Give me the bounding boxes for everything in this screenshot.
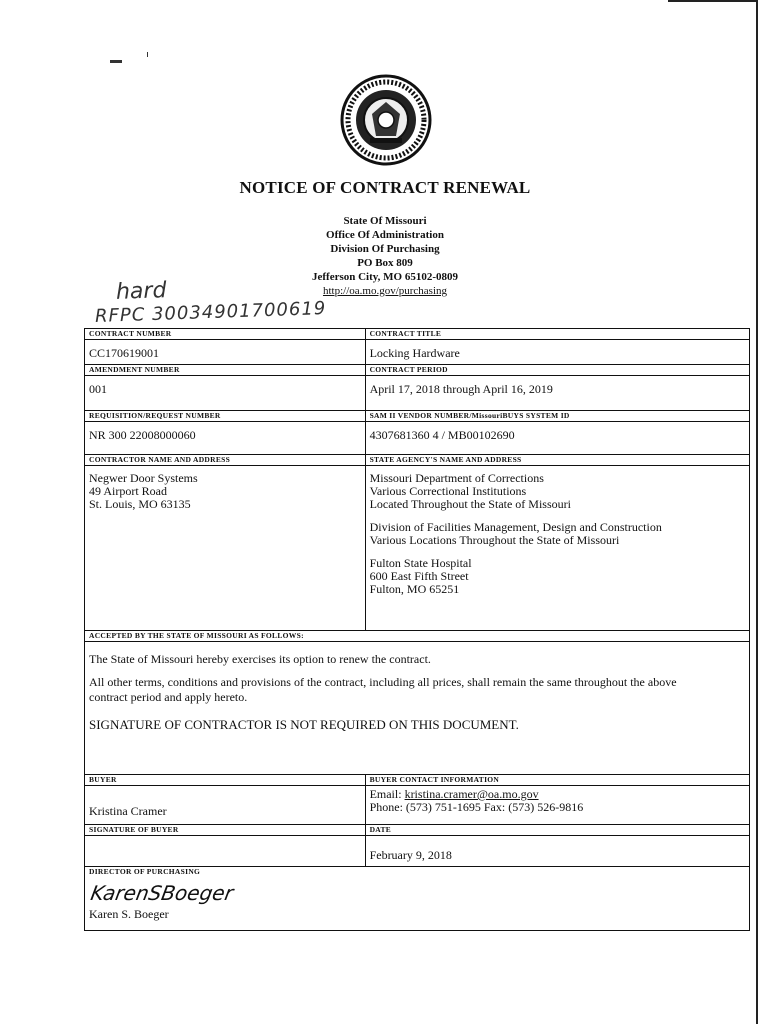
buyer-contact-cell — [365, 775, 749, 825]
agency-line: Division Of Purchasing — [330, 243, 440, 255]
agency-address-line: Located Throughout the State of Missouri — [369, 497, 571, 511]
field-label: DIRECTOR OF PURCHASING — [89, 867, 201, 876]
requisition-value: NR 300 22008000060 — [89, 428, 196, 442]
amendment-number-value: 001 — [89, 382, 107, 396]
amendment-cell — [85, 365, 366, 411]
contract-period-value: April 17, 2018 through April 16, 2019 — [369, 382, 553, 396]
director-cell — [85, 867, 750, 931]
field-label: CONTRACT NUMBER — [85, 329, 365, 340]
contractor-line: Negwer Door Systems — [89, 471, 198, 485]
handwritten-reference: RFPC 30034901700619 — [94, 297, 327, 328]
page-title: NOTICE OF CONTRACT RENEWAL — [239, 178, 531, 197]
field-label: AMENDMENT NUMBER — [85, 365, 365, 376]
buyer-name: Kristina Cramer — [89, 804, 167, 818]
director-name: Karen S. Boeger — [89, 907, 169, 921]
agency-address-line: Various Correctional Institutions — [369, 484, 527, 498]
agency-address-cell — [365, 455, 749, 631]
email-prefix: Email: — [369, 787, 402, 801]
agency-address-line: Various Locations Throughout the State of Missouri — [369, 533, 620, 547]
agency-url-link[interactable]: http://oa.mo.gov/purchasing — [322, 285, 448, 297]
date-cell — [365, 825, 749, 867]
scan-speck — [147, 52, 148, 57]
agency-line: Office Of Administration — [326, 229, 444, 241]
field-label: SAM II VENDOR NUMBER/MissouriBUYS SYSTEM ID — [366, 411, 749, 422]
buyer-signature-cell — [85, 825, 366, 867]
director-signature: KarenSBoeger — [88, 881, 236, 905]
requisition-cell — [85, 411, 366, 455]
buyer-email-link[interactable]: kristina.cramer@oa.mo.gov — [404, 787, 539, 801]
contract-number-value: CC170619001 — [89, 346, 160, 360]
agency-line: State Of Missouri — [343, 215, 427, 227]
contractor-line: 49 Airport Road — [89, 484, 167, 498]
agency-address-line: Missouri Department of Corrections — [369, 471, 544, 485]
acceptance-cell — [85, 631, 750, 775]
contractor-cell — [85, 455, 366, 631]
buyer-cell — [85, 775, 366, 825]
page-edge-top — [668, 0, 758, 2]
field-label: SIGNATURE OF BUYER — [85, 825, 365, 836]
field-label: DATE — [366, 825, 749, 836]
agency-address-line: Fulton, MO 65251 — [369, 582, 460, 596]
field-label: STATE AGENCY'S NAME AND ADDRESS — [366, 455, 749, 466]
agency-line: Jefferson City, MO 65102-0809 — [311, 271, 459, 283]
field-label: REQUISITION/REQUEST NUMBER — [85, 411, 365, 422]
contract-period-cell — [365, 365, 749, 411]
field-label: ACCEPTED BY THE STATE OF MISSOURI AS FOLLOWS: — [85, 631, 749, 642]
field-label: CONTRACT PERIOD — [366, 365, 749, 376]
contractor-line: St. Louis, MO 63135 — [89, 497, 191, 511]
acceptance-text: The State of Missouri hereby exercises its option to renew the contract. — [89, 652, 431, 666]
scan-speck — [110, 60, 122, 63]
contract-title-cell — [365, 329, 749, 365]
handwritten-note: hard — [115, 278, 167, 305]
page-edge-line — [756, 0, 758, 1024]
field-label: BUYER CONTACT INFORMATION — [366, 775, 749, 786]
vendor-number-value: 4307681360 4 / MB00102690 — [369, 428, 515, 442]
vendor-number-cell — [365, 411, 749, 455]
contract-title-value: Locking Hardware — [369, 346, 460, 360]
field-label: CONTRACTOR NAME AND ADDRESS — [85, 455, 365, 466]
agency-address — [370, 466, 749, 596]
contractor-address — [89, 466, 365, 511]
buyer-phone-line: Phone: (573) 751-1695 Fax: (573) 526-9816 — [369, 800, 584, 814]
agency-address-line: 600 East Fifth Street — [369, 569, 469, 583]
buyer-email-line — [370, 786, 749, 801]
agency-address-line: Fulton State Hospital — [369, 556, 472, 570]
acceptance-terms: All other terms, conditions and provisions of the contract, including all prices, shall remain the same throughout the above contract period and apply hereto. — [89, 675, 677, 704]
state-seal-logo — [340, 74, 432, 166]
field-label: CONTRACT TITLE — [366, 329, 749, 340]
date-value: February 9, 2018 — [369, 848, 452, 862]
contract-form-table — [84, 328, 750, 931]
field-label: BUYER — [85, 775, 365, 786]
agency-address-line: Division of Facilities Management, Design and Construction — [369, 520, 662, 534]
signature-notice: SIGNATURE OF CONTRACTOR IS NOT REQUIRED ON THIS DOCUMENT. — [89, 717, 519, 732]
agency-line: PO Box 809 — [357, 257, 413, 269]
contract-number-cell — [85, 329, 366, 365]
